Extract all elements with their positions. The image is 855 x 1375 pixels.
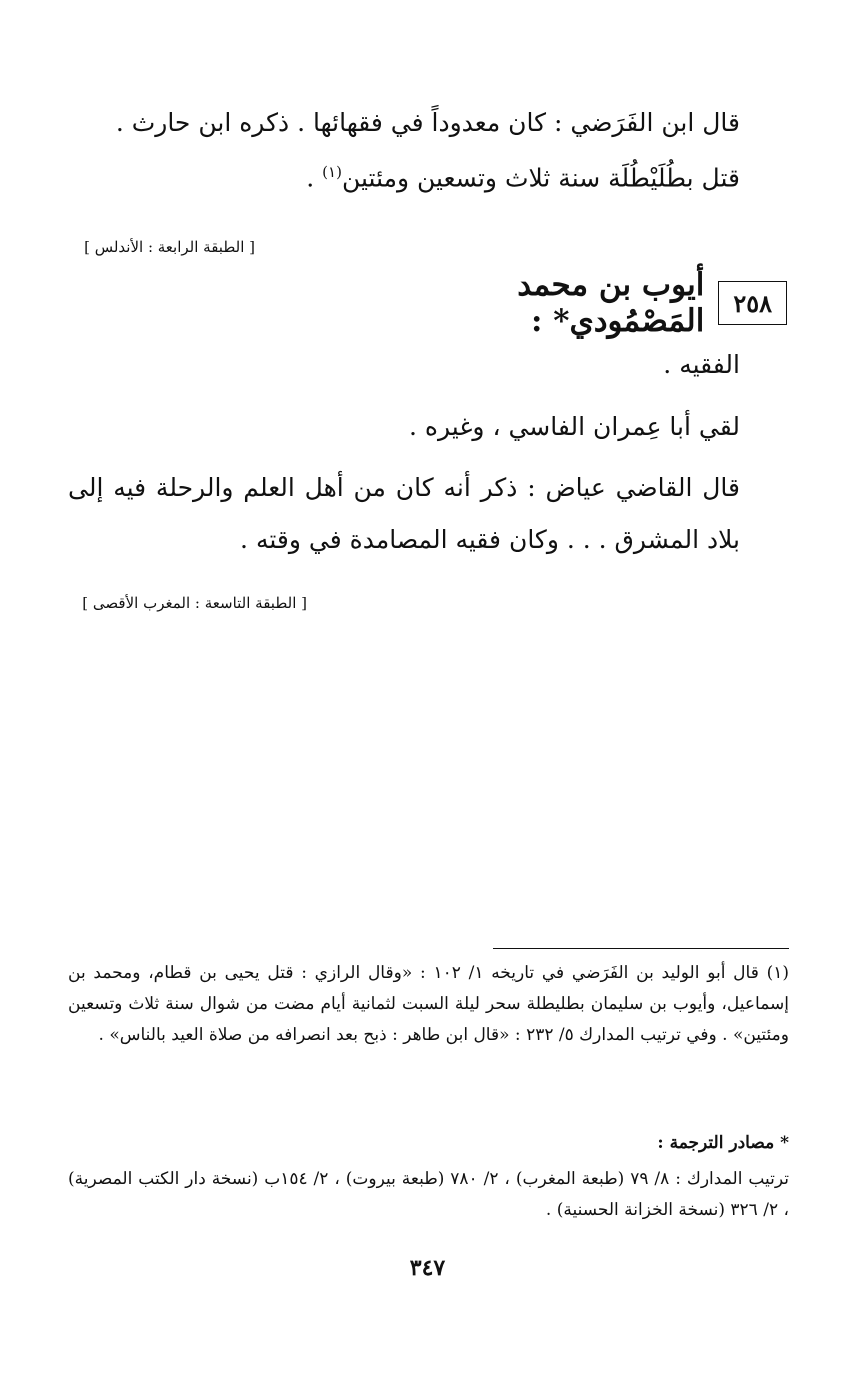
- footnote-ref: (١): [322, 163, 342, 181]
- paragraph-met: لقي أبا عِمران الفاسي ، وغيره .: [409, 412, 740, 441]
- paragraph-faqih: الفقيه .: [663, 350, 740, 379]
- text-line-1: قال ابن الفَرَضي : كان معدوداً في فقهائها . ذكره ابن حارث .: [115, 108, 740, 137]
- tabaqa-tag-2: [ الطبقة التاسعة : المغرب الأقصى ]: [82, 594, 307, 612]
- entry-title: [380, 267, 704, 339]
- entry-title-mark: * :: [531, 303, 570, 339]
- sources-heading: * مصادر الترجمة :: [657, 1133, 789, 1153]
- text-line-2-body: قتل بطُلَيْطُلَة سنة ثلاث وتسعين ومئتين: [341, 163, 740, 193]
- entry-title-text: أيوب بن محمد المَصْمُودي: [517, 267, 705, 339]
- entry-number: ٢٥٨: [718, 281, 787, 325]
- sources-text: ترتيب المدارك : ٨/ ٧٩ (طبعة المغرب) ، ٢/ ٧٨٠ (طبعة بيروت) ، ٢/ ١٥٤ب (نسخة دار الكتب المصرية) ، ٢/ ٣٢٦ (نسخة الخزانة الحسنية) .: [68, 1169, 790, 1220]
- page-number: ٣٤٧: [409, 1255, 446, 1281]
- footnote-divider: [493, 948, 789, 949]
- tabaqa-tag-1: [ الطبقة الرابعة : الأندلس ]: [84, 238, 255, 256]
- text-line-2: [306, 163, 740, 192]
- entry-header: [380, 267, 787, 339]
- footnote-1: (١) قال أبو الوليد بن الفَرَضي في تاريخه ١/ ١٠٢ : «وقال الرازي : قتل يحيى بن قطام، ومحمد بن إسماعيل، وأيوب بن سليمان بطليطلة سحر ليلة السبت لثمانية أيام مضت من شوال سنة ثلاث وتسعين ومئتين» . وفي ترتيب المدارك ٥/ ٢٣٢ : «قال ابن طاهر : ذبح بعد انصرافه من صلاة العيد بالناس» .: [68, 963, 789, 1045]
- paragraph-qadi-iyad: قال القاضي عياض : ذكر أنه كان من أهل العلم والرحلة فيه إلى بلاد المشرق . . . وكان فقيه المصامدة في وقته .: [68, 473, 740, 554]
- text-line-2-end: .: [306, 163, 323, 193]
